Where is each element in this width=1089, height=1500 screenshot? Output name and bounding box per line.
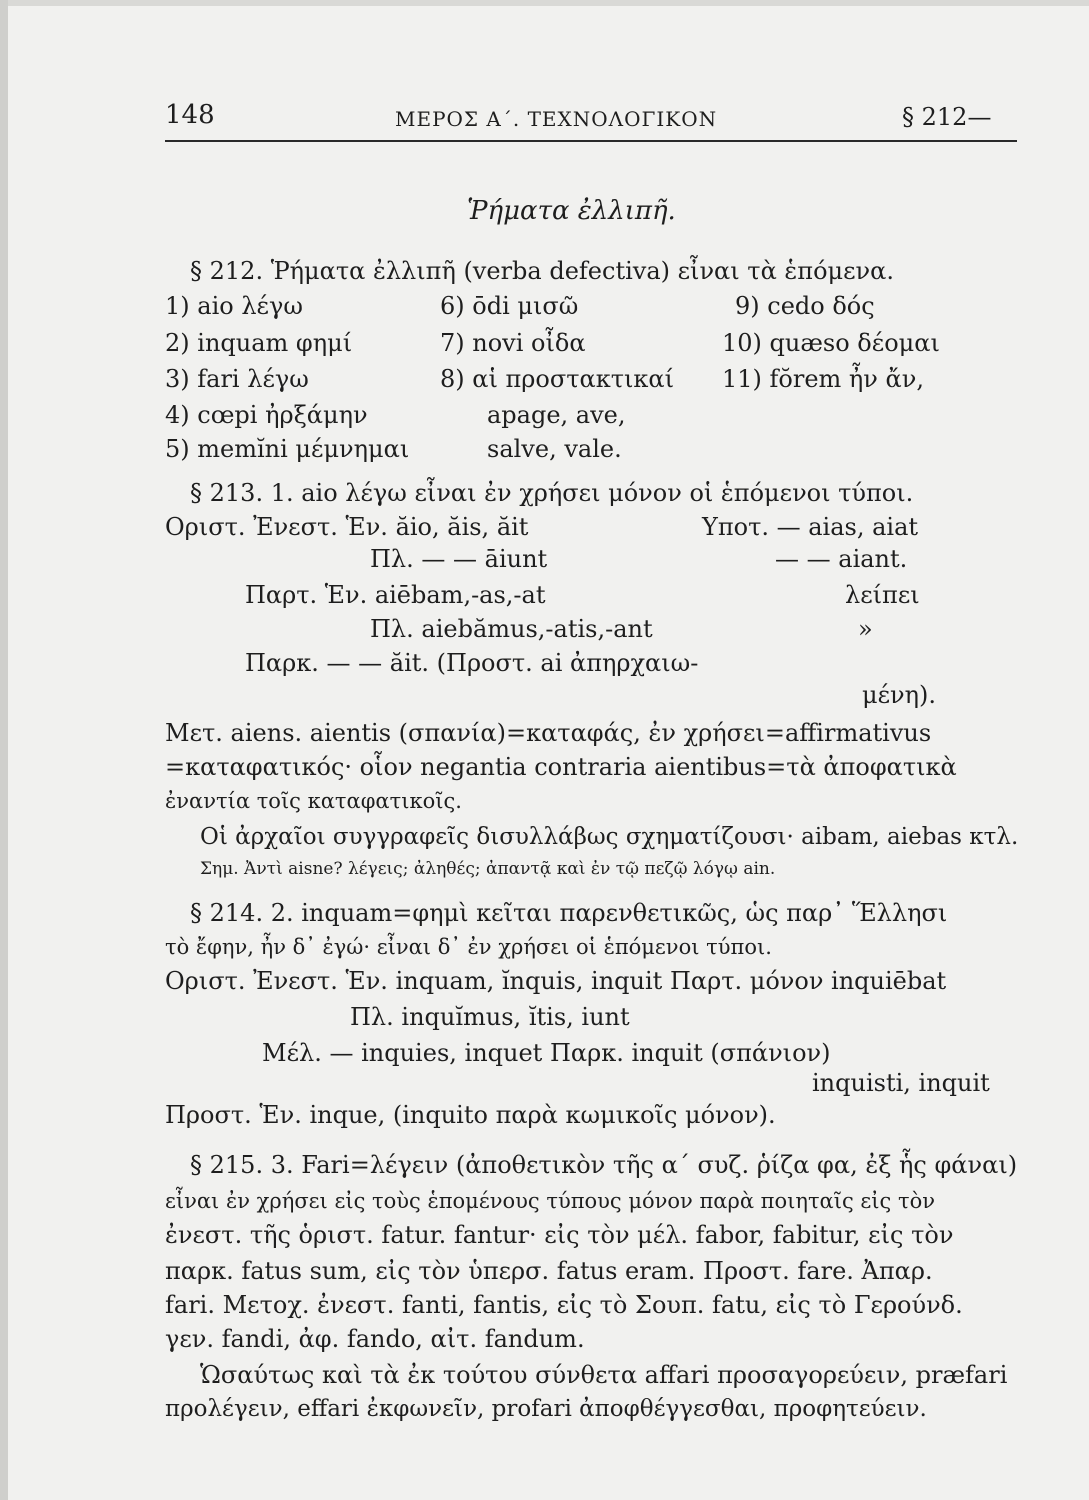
conjugation-row: Πλ. aiebămus,-atis,-ant bbox=[370, 615, 653, 643]
body-line: γεν. fandi, ἀφ. fando, αἰτ. fandum. bbox=[165, 1325, 585, 1353]
verb-list-item: 11) fŏrem ἦν ἄν, bbox=[722, 365, 924, 393]
body-line: ἐνεστ. τῆς ὁριστ. fatur. fantur· εἰς τὸν μέλ. fabor, fabitur, εἰς τὸν bbox=[165, 1221, 954, 1249]
conjugation-row: λείπει bbox=[845, 581, 920, 609]
verb-list-item: 2) inquam φημί bbox=[165, 329, 353, 357]
conjugation-row: Μέλ. — inquies, inquet Παρκ. inquit (σπάνιον) bbox=[262, 1039, 831, 1067]
verb-list-item: apage, ave, bbox=[487, 401, 626, 429]
conjugation-row: Παρκ. — — ăit. (Προστ. ai ἀπηρχαιω- bbox=[245, 649, 699, 677]
body-line: εἶναι ἐν χρήσει εἰς τοὺς ἑπομένους τύπους μόνον παρὰ ποιηταῖς εἰς τὸν bbox=[165, 1189, 935, 1213]
verb-list-item: 8) αἱ προστακτικαί bbox=[440, 365, 675, 393]
conjugation-row: » bbox=[858, 615, 873, 643]
verb-list-item: 4) cœpi ἠρξάμην bbox=[165, 401, 368, 429]
conjugation-row: Προστ. Ἑν. inque, (inquito παρὰ κωμικοῖς μόνον). bbox=[165, 1101, 776, 1129]
body-line: Μετ. aiens. aientis (σπανία)=καταφάς, ἐν χρήσει=affirmativus bbox=[165, 719, 932, 747]
body-line: Ὡσαύτως καὶ τὰ ἐκ τούτου σύνθετα affari προσαγορεύειν, præfari bbox=[200, 1361, 1008, 1389]
conjugation-row: μένη). bbox=[862, 681, 936, 709]
body-line: παρκ. fatus sum, εἰς τὸν ὑπερσ. fatus eram. Προστ. fare. Ἀπαρ. bbox=[165, 1257, 933, 1285]
conjugation-row: Πλ. — — āiunt bbox=[370, 545, 548, 573]
body-line: Οἱ ἀρχαῖοι συγγραφεῖς δισυλλάβως σχηματίζουσι· aibam, aiebas κτλ. bbox=[200, 824, 1019, 850]
scan-edge-top bbox=[0, 0, 1089, 6]
body-line: ἐναντία τοῖς καταφατικοῖς. bbox=[165, 789, 462, 813]
section-title: Ῥήματα ἐλλιπῆ. bbox=[467, 196, 676, 226]
paragraph-215-heading: § 215. 3. Fari=λέγειν (ἀποθετικὸν τῆς α΄ συζ. ῥίζα φα, ἐξ ἧς φάναι) bbox=[190, 1151, 1018, 1179]
conjugation-row: Οριστ. Ἐνεστ. Ἑν. ăio, ăis, ăit bbox=[165, 513, 529, 541]
conjugation-row: — — aiant. bbox=[775, 545, 908, 573]
conjugation-row: Παρτ. Ἑν. aiēbam,-as,-at bbox=[245, 581, 546, 609]
body-line: προλέγειν, effari ἐκφωνεῖν, profari ἀποφθέγγεσθαι, προφητεύειν. bbox=[165, 1396, 927, 1422]
verb-list-item: 3) fari λέγω bbox=[165, 365, 309, 393]
verb-list-item: 9) cedo δός bbox=[735, 292, 875, 320]
body-line: τὸ ἔφην, ἦν δ᾽ ἐγώ· εἶναι δ᾽ ἐν χρήσει οἱ ἑπόμενοι τύποι. bbox=[165, 935, 772, 959]
note-line: Σημ. Ἀντὶ aisne? λέγεις; ἀληθές; ἀπαντᾷ καὶ ἐν τῷ πεζῷ λόγῳ ain. bbox=[200, 859, 776, 879]
body-line: =καταφατικός· οἷον negantia contraria aientibus=τὰ ἀποφατικὰ bbox=[165, 753, 957, 781]
verb-list-item: 1) aio λέγω bbox=[165, 292, 303, 320]
paragraph-214-heading: § 214. 2. inquam=φημὶ κεῖται παρενθετικῶς, ὡς παρ᾽ Ἕλλησι bbox=[190, 899, 948, 927]
conjugation-row: inquisti, inquit bbox=[812, 1069, 990, 1097]
verb-list-item: salve, vale. bbox=[487, 435, 622, 463]
running-title: ΜΕΡΟΣ Α΄. ΤΕΧΝΟΛΟΓΙΚΟΝ bbox=[395, 107, 718, 131]
body-line: fari. Μετοχ. ἐνεστ. fanti, fantis, εἰς τὸ Σουπ. fatu, εἰς τὸ Γερούνδ. bbox=[165, 1291, 963, 1319]
paragraph-213-heading: § 213. 1. aio λέγω εἶναι ἐν χρήσει μόνον οἱ ἑπόμενοι τύποι. bbox=[190, 479, 914, 507]
header-rule bbox=[165, 140, 1017, 142]
verb-list-item: 6) ōdi μισῶ bbox=[440, 292, 579, 320]
scan-edge-left bbox=[0, 0, 8, 1500]
verb-list-item: 5) memĭni μέμνημαι bbox=[165, 435, 410, 463]
conjugation-row: Υποτ. — aias, aiat bbox=[702, 513, 919, 541]
verb-list-item: 7) novi οἶδα bbox=[440, 329, 586, 357]
page-number: 148 bbox=[165, 100, 215, 130]
section-reference: § 212— bbox=[902, 103, 992, 131]
conjugation-row: Οριστ. Ἐνεστ. Ἑν. inquam, ĭnquis, inquit Παρτ. μόνον inquiēbat bbox=[165, 967, 947, 995]
paragraph-212-heading: § 212. Ῥήματα ἐλλιπῆ (verba defectiva) εἶναι τὰ ἑπόμενα. bbox=[190, 257, 894, 285]
verb-list-item: 10) quæso δέομαι bbox=[722, 329, 940, 357]
conjugation-row: Πλ. inquĭmus, ĭtis, iunt bbox=[350, 1003, 630, 1031]
